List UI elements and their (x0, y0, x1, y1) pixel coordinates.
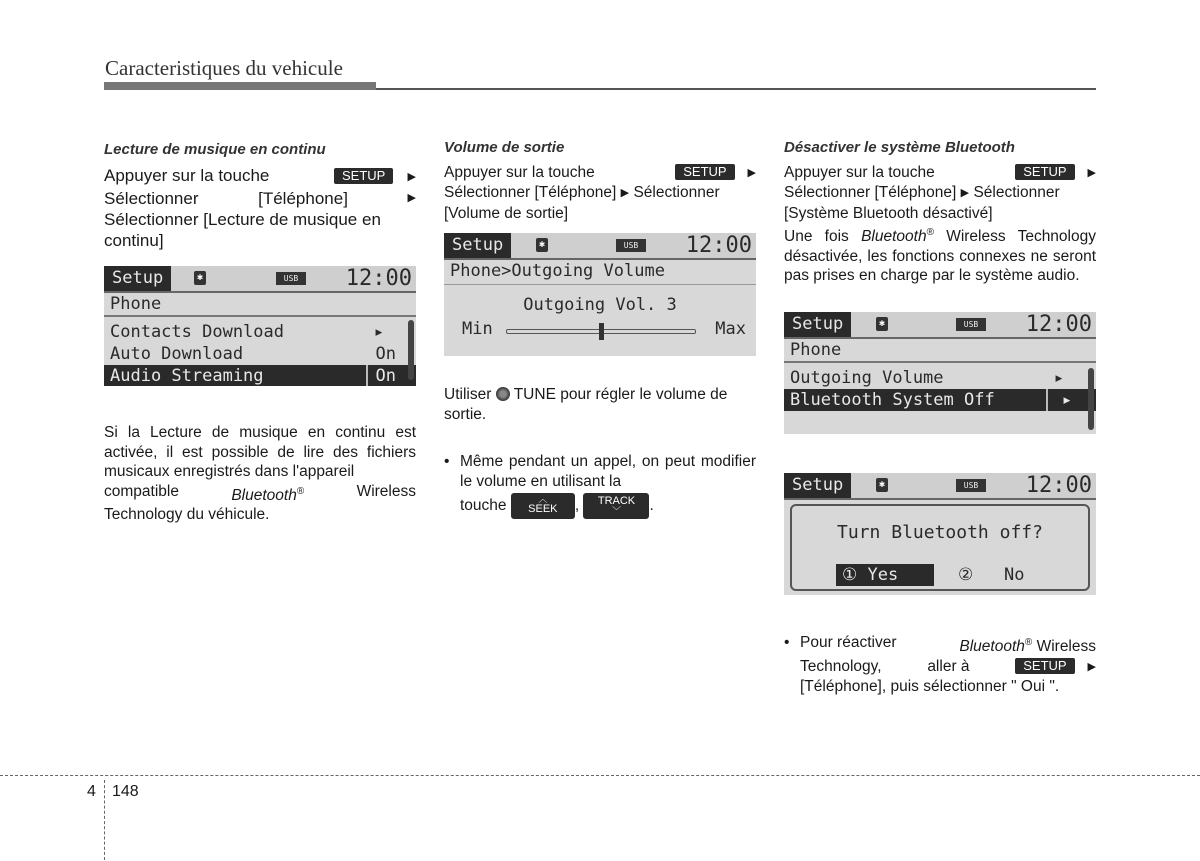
volume-slider-track (506, 329, 696, 334)
scrollbar (408, 320, 414, 380)
volume-slider-row (444, 319, 756, 343)
screen-clock: 12:00 (1025, 473, 1092, 498)
chevron-up-icon: ︿ (538, 494, 548, 504)
body-text: compatible (104, 482, 179, 500)
instruction-text: Appuyer sur la touche (784, 163, 935, 181)
instruction-line (104, 165, 416, 188)
screen-setup-tab: Setup (784, 312, 851, 337)
display-screen-phone-bluetooth (784, 312, 1096, 434)
display-screen-outgoing-volume (444, 233, 756, 356)
arrow-right-icon: ▶ (960, 187, 970, 199)
instruction-text: [Volume de sortie] (444, 204, 569, 222)
reactivate-bullet (784, 633, 1096, 697)
body-text: Wireless Technology désactivée, les fonctions connexes ne seront pas prises en charge par le système audio. (784, 228, 1096, 285)
body-text: TUNE pour régler le volume de sortie. (444, 386, 728, 423)
body-text: Wireless (1036, 638, 1096, 656)
volume-slider-thumb (599, 323, 604, 340)
instruction-text: Sélectionner [Lecture de musique en continu] (104, 209, 381, 250)
instruction-text: Sélectionner [Téléphone] (784, 184, 957, 201)
body-text: touche (460, 497, 507, 515)
bullet-body (460, 452, 756, 519)
usb-icon: USB (956, 479, 986, 492)
instruction-line (444, 163, 756, 184)
menu-row-label: Audio Streaming (110, 366, 264, 386)
chevron-right-icon: ▸ (373, 322, 384, 342)
arrow-right-icon: ▶ (747, 166, 756, 179)
usb-icon: USB (956, 318, 986, 331)
registered-mark: ® (1024, 637, 1033, 648)
body-text: [Téléphone], puis sélectionner " Oui ". (800, 678, 1060, 696)
registered-mark: ® (296, 485, 305, 497)
instruction-line (104, 188, 416, 209)
menu-row-selected (784, 389, 1096, 411)
arrow-right-icon: ▶ (1087, 660, 1096, 673)
volume-min-label: Min (462, 319, 493, 339)
bluetooth-off-note (784, 223, 1096, 286)
body-line (104, 482, 416, 506)
bullet-body (800, 633, 1096, 697)
option-number-one: ① (842, 565, 858, 585)
usb-icon: USB (616, 239, 646, 252)
chevron-down-icon: ﹀ (611, 506, 621, 516)
header-rule-thin (376, 88, 1096, 90)
menu-row-label: Auto Download (110, 344, 244, 364)
menu-row-label: Outgoing Volume (790, 368, 944, 388)
body-text: Utiliser (444, 386, 492, 403)
confirm-dialog (790, 504, 1090, 591)
body-text: aller à (927, 657, 970, 675)
tune-knob-icon (496, 387, 510, 401)
body-text: Technology du véhicule. (104, 506, 270, 524)
confirm-question: Turn Bluetooth off? (837, 522, 1043, 543)
chevron-right-icon: ▸ (1046, 389, 1082, 411)
bullet-line (800, 657, 1096, 678)
setup-key: SETUP (1015, 164, 1074, 180)
body-text: Une fois (784, 228, 849, 246)
menu-row-label: Contacts Download (110, 322, 284, 342)
arrow-right-icon: ▶ (407, 170, 416, 183)
seek-key-label: SEEK (528, 503, 558, 515)
bluetooth-icon: ✱ (194, 271, 206, 285)
seek-track-bullet (444, 452, 756, 519)
screen-clock: 12:00 (1025, 312, 1092, 337)
bullet-item (784, 633, 1096, 697)
instruction-text: Appuyer sur la touche (104, 165, 270, 185)
instruction-text: Sélectionner (973, 184, 1060, 201)
bullet-keys-line: touche ︿ SEEK , TRACK ﹀ . (460, 493, 756, 519)
seek-key (511, 493, 575, 519)
menu-row-selected (104, 365, 416, 386)
body-text: Pour réactiver (800, 634, 897, 651)
instruction-line (784, 163, 1096, 184)
bullet-line (800, 633, 1096, 657)
page-number: 148 (112, 783, 139, 800)
arrow-right-icon: ▶ (620, 187, 630, 199)
column-bluetooth-off (784, 138, 1096, 286)
track-key (583, 493, 649, 519)
section-heading-volume: Volume de sortie (444, 139, 565, 156)
screen-title: Phone (104, 293, 416, 317)
menu-row (104, 343, 416, 365)
body-text: Bluetooth (861, 228, 927, 246)
instruction-text: [Téléphone] (258, 188, 348, 208)
screen-setup-tab: Setup (444, 233, 511, 258)
menu-row-value: On (375, 344, 396, 364)
instruction-text: Sélectionner (104, 188, 199, 208)
screen-title: Phone>Outgoing Volume (444, 260, 756, 285)
instruction-line (784, 183, 1096, 204)
screen-setup-tab: Setup (784, 473, 851, 498)
bullet-dot: • (784, 634, 790, 651)
volume-max-label: Max (715, 319, 746, 339)
body-text: Technology, (800, 657, 882, 675)
bullet-dot: • (444, 453, 450, 470)
instruction-text: Sélectionner (633, 184, 720, 201)
menu-row-value: On (366, 365, 396, 386)
screen-status-bar (784, 312, 1096, 339)
setup-key: SETUP (334, 168, 393, 184)
menu-row (104, 321, 416, 343)
volume-label: Outgoing Vol. 3 (523, 295, 677, 315)
arrow-right-icon: ▶ (1087, 166, 1096, 179)
menu-row-label: Bluetooth System Off (790, 390, 995, 410)
setup-key: SETUP (675, 164, 734, 180)
footer-vertical-rule (104, 780, 105, 860)
registered-mark: ® (926, 227, 934, 238)
column-output-volume (444, 138, 756, 223)
screen-clock: 12:00 (685, 233, 752, 258)
usb-icon: USB (276, 272, 306, 285)
chapter-number: 4 (87, 783, 96, 800)
chevron-right-icon: ▸ (1053, 368, 1064, 388)
yes-option[interactable] (836, 564, 934, 586)
body-text: Wireless (356, 482, 416, 500)
streaming-description (104, 423, 416, 525)
no-label: No (1003, 565, 1025, 585)
bluetooth-icon: ✱ (876, 478, 888, 492)
no-option[interactable] (958, 564, 1024, 586)
tune-instruction (444, 385, 756, 424)
screen-setup-tab: Setup (104, 266, 171, 291)
setup-key: SETUP (1015, 658, 1074, 674)
menu-row (784, 367, 1096, 389)
instruction-text: Appuyer sur la touche (444, 163, 595, 181)
section-heading-streaming: Lecture de musique en continu (104, 141, 326, 158)
body-text: Bluetooth (231, 486, 297, 504)
instruction-text: [Système Bluetooth désactivé] (784, 204, 993, 222)
option-number-two: ② (958, 565, 974, 585)
header-rule-thick (104, 82, 376, 90)
bluetooth-icon: ✱ (536, 238, 548, 252)
section-heading-bluetooth: Désactiver le système Bluetooth (784, 139, 1015, 156)
display-screen-bluetooth-confirm (784, 473, 1096, 595)
scrollbar (1088, 368, 1094, 430)
screen-status-bar (784, 473, 1096, 500)
yes-label: Yes (867, 565, 899, 585)
instruction-line (444, 183, 756, 204)
screen-title: Phone (784, 339, 1096, 363)
body-text: Bluetooth (959, 638, 1025, 656)
page-header-title: Caracteristiques du vehicule (105, 56, 343, 80)
bluetooth-icon: ✱ (876, 317, 888, 331)
display-screen-phone-streaming (104, 266, 416, 386)
screen-clock: 12:00 (345, 266, 412, 291)
body-text: Même pendant un appel, on peut modifier le volume en utilisant la (460, 453, 756, 490)
screen-status-bar (104, 266, 416, 293)
track-key-label: TRACK (597, 495, 636, 507)
instruction-text: Sélectionner [Téléphone] (444, 184, 617, 201)
arrow-right-icon: ▶ (407, 191, 416, 204)
footer-dashed-rule (0, 775, 1200, 776)
column-streaming (104, 140, 416, 251)
bullet-item (444, 452, 756, 519)
body-text: Si la Lecture de musique en continu est activée, il est possible de lire des fichiers musicaux enregistrés dans l'appareil (104, 424, 416, 480)
screen-status-bar (444, 233, 756, 260)
